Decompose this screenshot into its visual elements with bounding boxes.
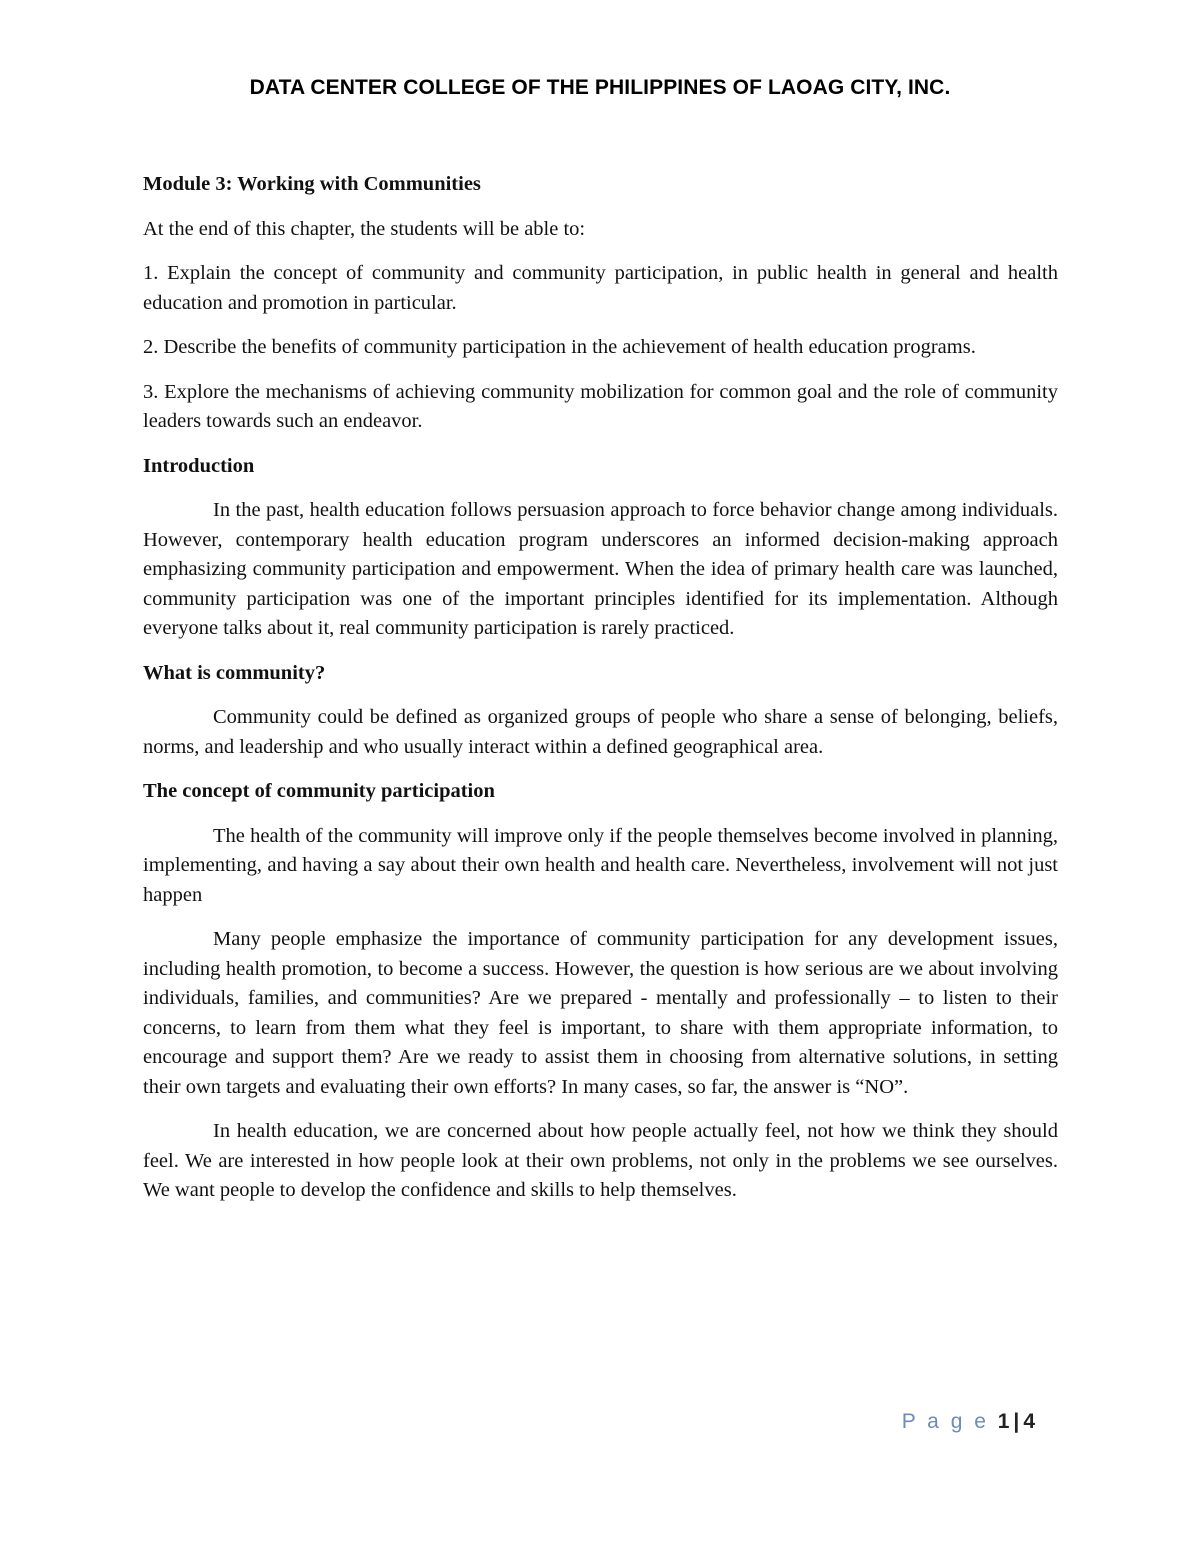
introduction-paragraph: In the past, health education follows persuasion approach to force behavior change among individuals. However, contemporary health education program underscores an informed decision-making approach emphasizing community participation and empowerment. When the idea of primary health care was launched, community participation was one of the important principles identified for its implementation. Although everyone talks about it, real community participation is rarely practiced. [143, 499, 1058, 639]
page-separator: | [1013, 1410, 1020, 1433]
current-page-number: 1 [997, 1410, 1010, 1433]
section-heading-concept: The concept of community participation [143, 780, 495, 802]
concept-paragraph: In health education, we are concerned about how people actually feel, not how we think they should feel. We are interested in how people look at their own problems, not only in the problems we see ourselves. We want people to develop the confidence and skills to help themselves. [143, 1120, 1058, 1201]
concept-paragraph: The health of the community will improve only if the people themselves become involved in planning, implementing, and having a say about their own health and health care. Nevertheless, involvement will not just happen [143, 824, 1058, 906]
objective-item: 2. Describe the benefits of community participation in the achievement of health education programs. [143, 336, 976, 358]
concept-paragraph: Many people emphasize the importance of community participation for any development issues, including health promotion, to become a success. However, the question is how serious are we about involving individuals, families, and communities? Are we prepared - mentally and professionally – to listen to their concerns, to learn from them what they feel is important, to share with them appropriate information, to encourage and support them? Are we ready to assist them in choosing from alternative solutions, in setting their own targets and evaluating their own efforts? In many cases, so far, the answer is “NO”. [143, 928, 1058, 1098]
objective-item: 3. Explore the mechanisms of achieving community mobilization for common goal and the role of community leaders towards such an endeavor. [143, 380, 1058, 432]
objectives-intro: At the end of this chapter, the students will be able to: [143, 217, 586, 240]
document-body [143, 170, 1058, 1221]
page-number-footer [902, 1410, 1035, 1434]
objective-item: 1. Explain the concept of community and community participation, in public health in general and health education and promotion in particular. [143, 262, 1058, 314]
community-definition-paragraph: Community could be defined as organized groups of people who share a sense of belonging, beliefs, norms, and leadership and who usually interact within a defined geographical area. [143, 706, 1058, 758]
section-heading-what-is-community: What is community? [143, 661, 326, 684]
total-pages-number: 4 [1023, 1410, 1035, 1433]
module-title: Module 3: Working with Communities [143, 173, 481, 195]
section-heading-introduction: Introduction [143, 454, 255, 477]
institution-header: DATA CENTER COLLEGE OF THE PHILIPPINES OF LAOAG CITY, INC. [249, 76, 951, 99]
page-label: P a g e [901, 1410, 989, 1433]
